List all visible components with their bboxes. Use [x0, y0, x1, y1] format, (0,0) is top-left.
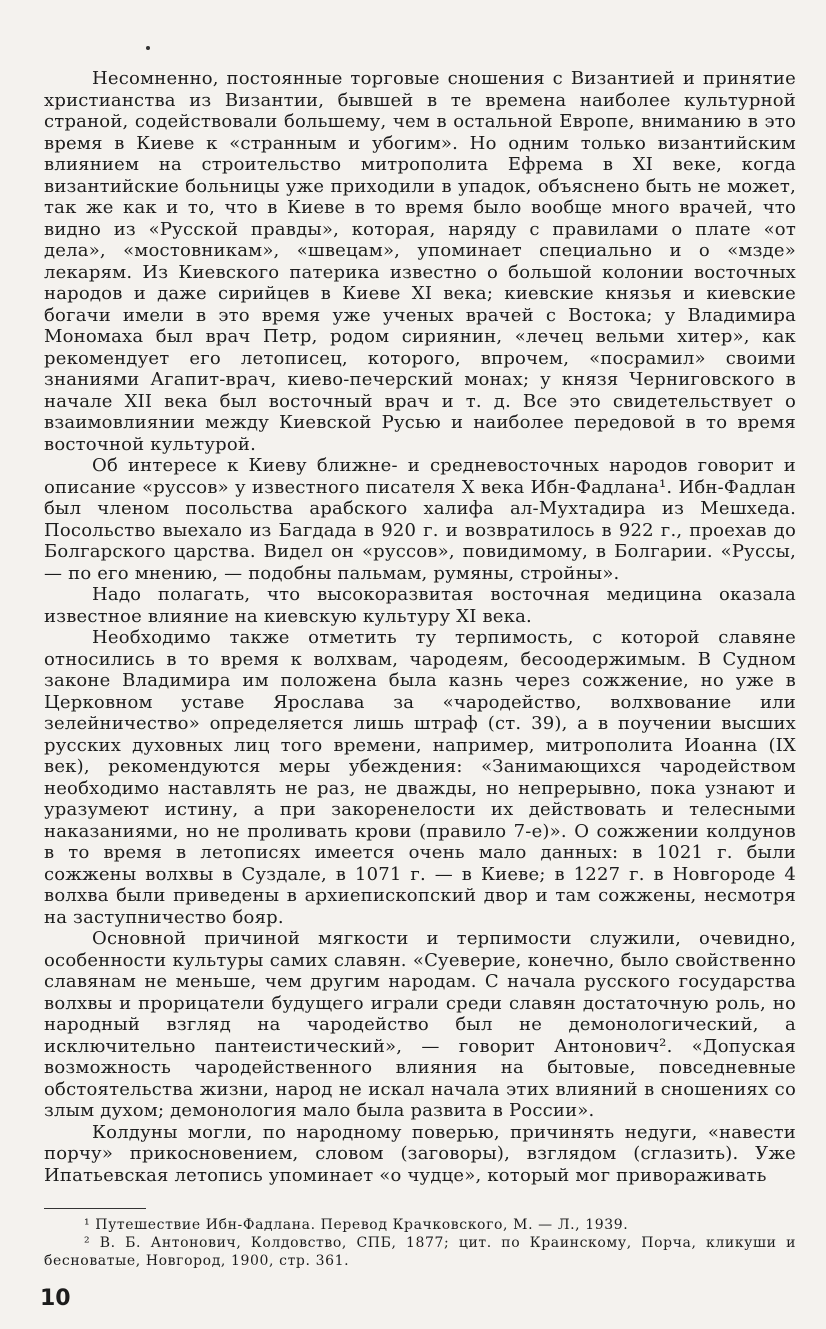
paragraph: Надо полагать, что высокоразвитая восточная медицина оказала известное влияние на киевскую культуру XI века. [44, 584, 796, 627]
page-number: 10 [40, 1286, 71, 1311]
footnote-divider [44, 1208, 146, 1209]
paragraph: Несомненно, постоянные торговые сношения с Византией и принятие христианства из Византии, бывшей в те времена наиболее культурной страной, содействовали большему, чем в остальной Европе, вниманию в это время в Киеве к «странным и убогим». Но одним только византийским влиянием на строительство митрополита Ефрема в XI веке, когда византийские больницы уже приходили в упадок, объяснено быть не может, так же как и то, что в Киеве в то время было вообще много врачей, что видно из «Русской правды», которая, наряду с правилами о плате «от дела», «мостовникам», «швецам», упоминает специально и о «мзде» лекарям. Из Киевского патерика известно о большой колонии восточных народов и даже сирийцев в Киеве XI века; киевские князья и киевские богачи имели в это время уже ученых врачей с Востока; у Владимира Мономаха был врач Петр, родом сириянин, «лечец вельми хитер», как рекомендует его летописец, которого, впрочем, «посрамил» своими знаниями Агапит-врач, киево-печерский монах; у князя Черниговского в начале XII века был восточный врач и т. д. Все это свидетельствует о взаимовлиянии между Киевской Русью и наиболее передовой в то время восточной культурой. [44, 68, 796, 455]
main-text [44, 68, 796, 1186]
footnote-1: ¹ Путешествие Ибн-Фадлана. Перевод Крачковского, М. — Л., 1939. [84, 1217, 629, 1233]
paragraph: Необходимо также отметить ту терпимость, с которой славяне относились в то время к волхвам, чародеям, бесоодержимым. В Судном законе Владимира им положена была казнь через сожжение, но уже в Церковном уставе Ярослава за «чародейство, волхвование или зелейничество» определяется лишь штраф (ст. 39), а в поучении высших русских духовных лиц того времени, например, митрополита Иоанна (IX век), рекомендуются меры убеждения: «Занимающихся чародейством необходимо наставлять не раз, не дважды, но непрерывно, пока узнают и уразумеют истину, а при закоренелости их действовать и телесными наказаниями, но не проливать крови (правило 7-е)». О сожжении колдунов в то время в летописях имеется очень мало данных: в 1021 г. были сожжены волхвы в Суздале, в 1071 г. — в Киеве; в 1227 г. в Новгороде 4 волхва были приведены в архиепископский двор и там сожжены, несмотря на заступничество бояр. [44, 627, 796, 928]
paragraph: Основной причиной мягкости и терпимости служили, очевидно, особенности культуры самих славян. «Суеверие, конечно, было свойственно славянам не меньше, чем другим народам. С начала русского государства волхвы и прорицатели будущего играли среди славян достаточную роль, но народный взгляд на чародейство был не демонологический, а исключительно пантеистический», — говорит Антонович². «Допуская возможность чародейственного влияния на бытовые, повседневные обстоятельства жизни, народ не искал начала этих влияний в сношениях со злым духом; демонология мало была развита в России». [44, 928, 796, 1121]
speck-mark [146, 46, 150, 50]
footnote-2: ² В. Б. Антонович, Колдовство, СПБ, 1877; цит. по Краинскому, Порча, кликуши и бесноватые, Новгород, 1900, стр. 361. [44, 1235, 796, 1269]
paragraph: Об интересе к Киеву ближне- и средневосточных народов говорит и описание «руссов» у известного писателя X века Ибн-Фадлана¹. Ибн-Фадлан был членом посольства арабского халифа ал-Мухтадира из Мешхеда. Посольство выехало из Багдада в 920 г. и возвратилось в 922 г., проехав до Болгарского царства. Видел он «руссов», повидимому, в Болгарии. «Руссы, — по его мнению, — подобны пальмам, румяны, стройны». [44, 455, 796, 584]
footnotes [44, 1216, 796, 1270]
paragraph: Колдуны могли, по народному поверью, причинять недуги, «навести порчу» прикосновением, словом (заговоры), взглядом (сглазить). Уже Ипатьевская летопись упоминает «о чудце», который мог привораживать [44, 1121, 796, 1186]
